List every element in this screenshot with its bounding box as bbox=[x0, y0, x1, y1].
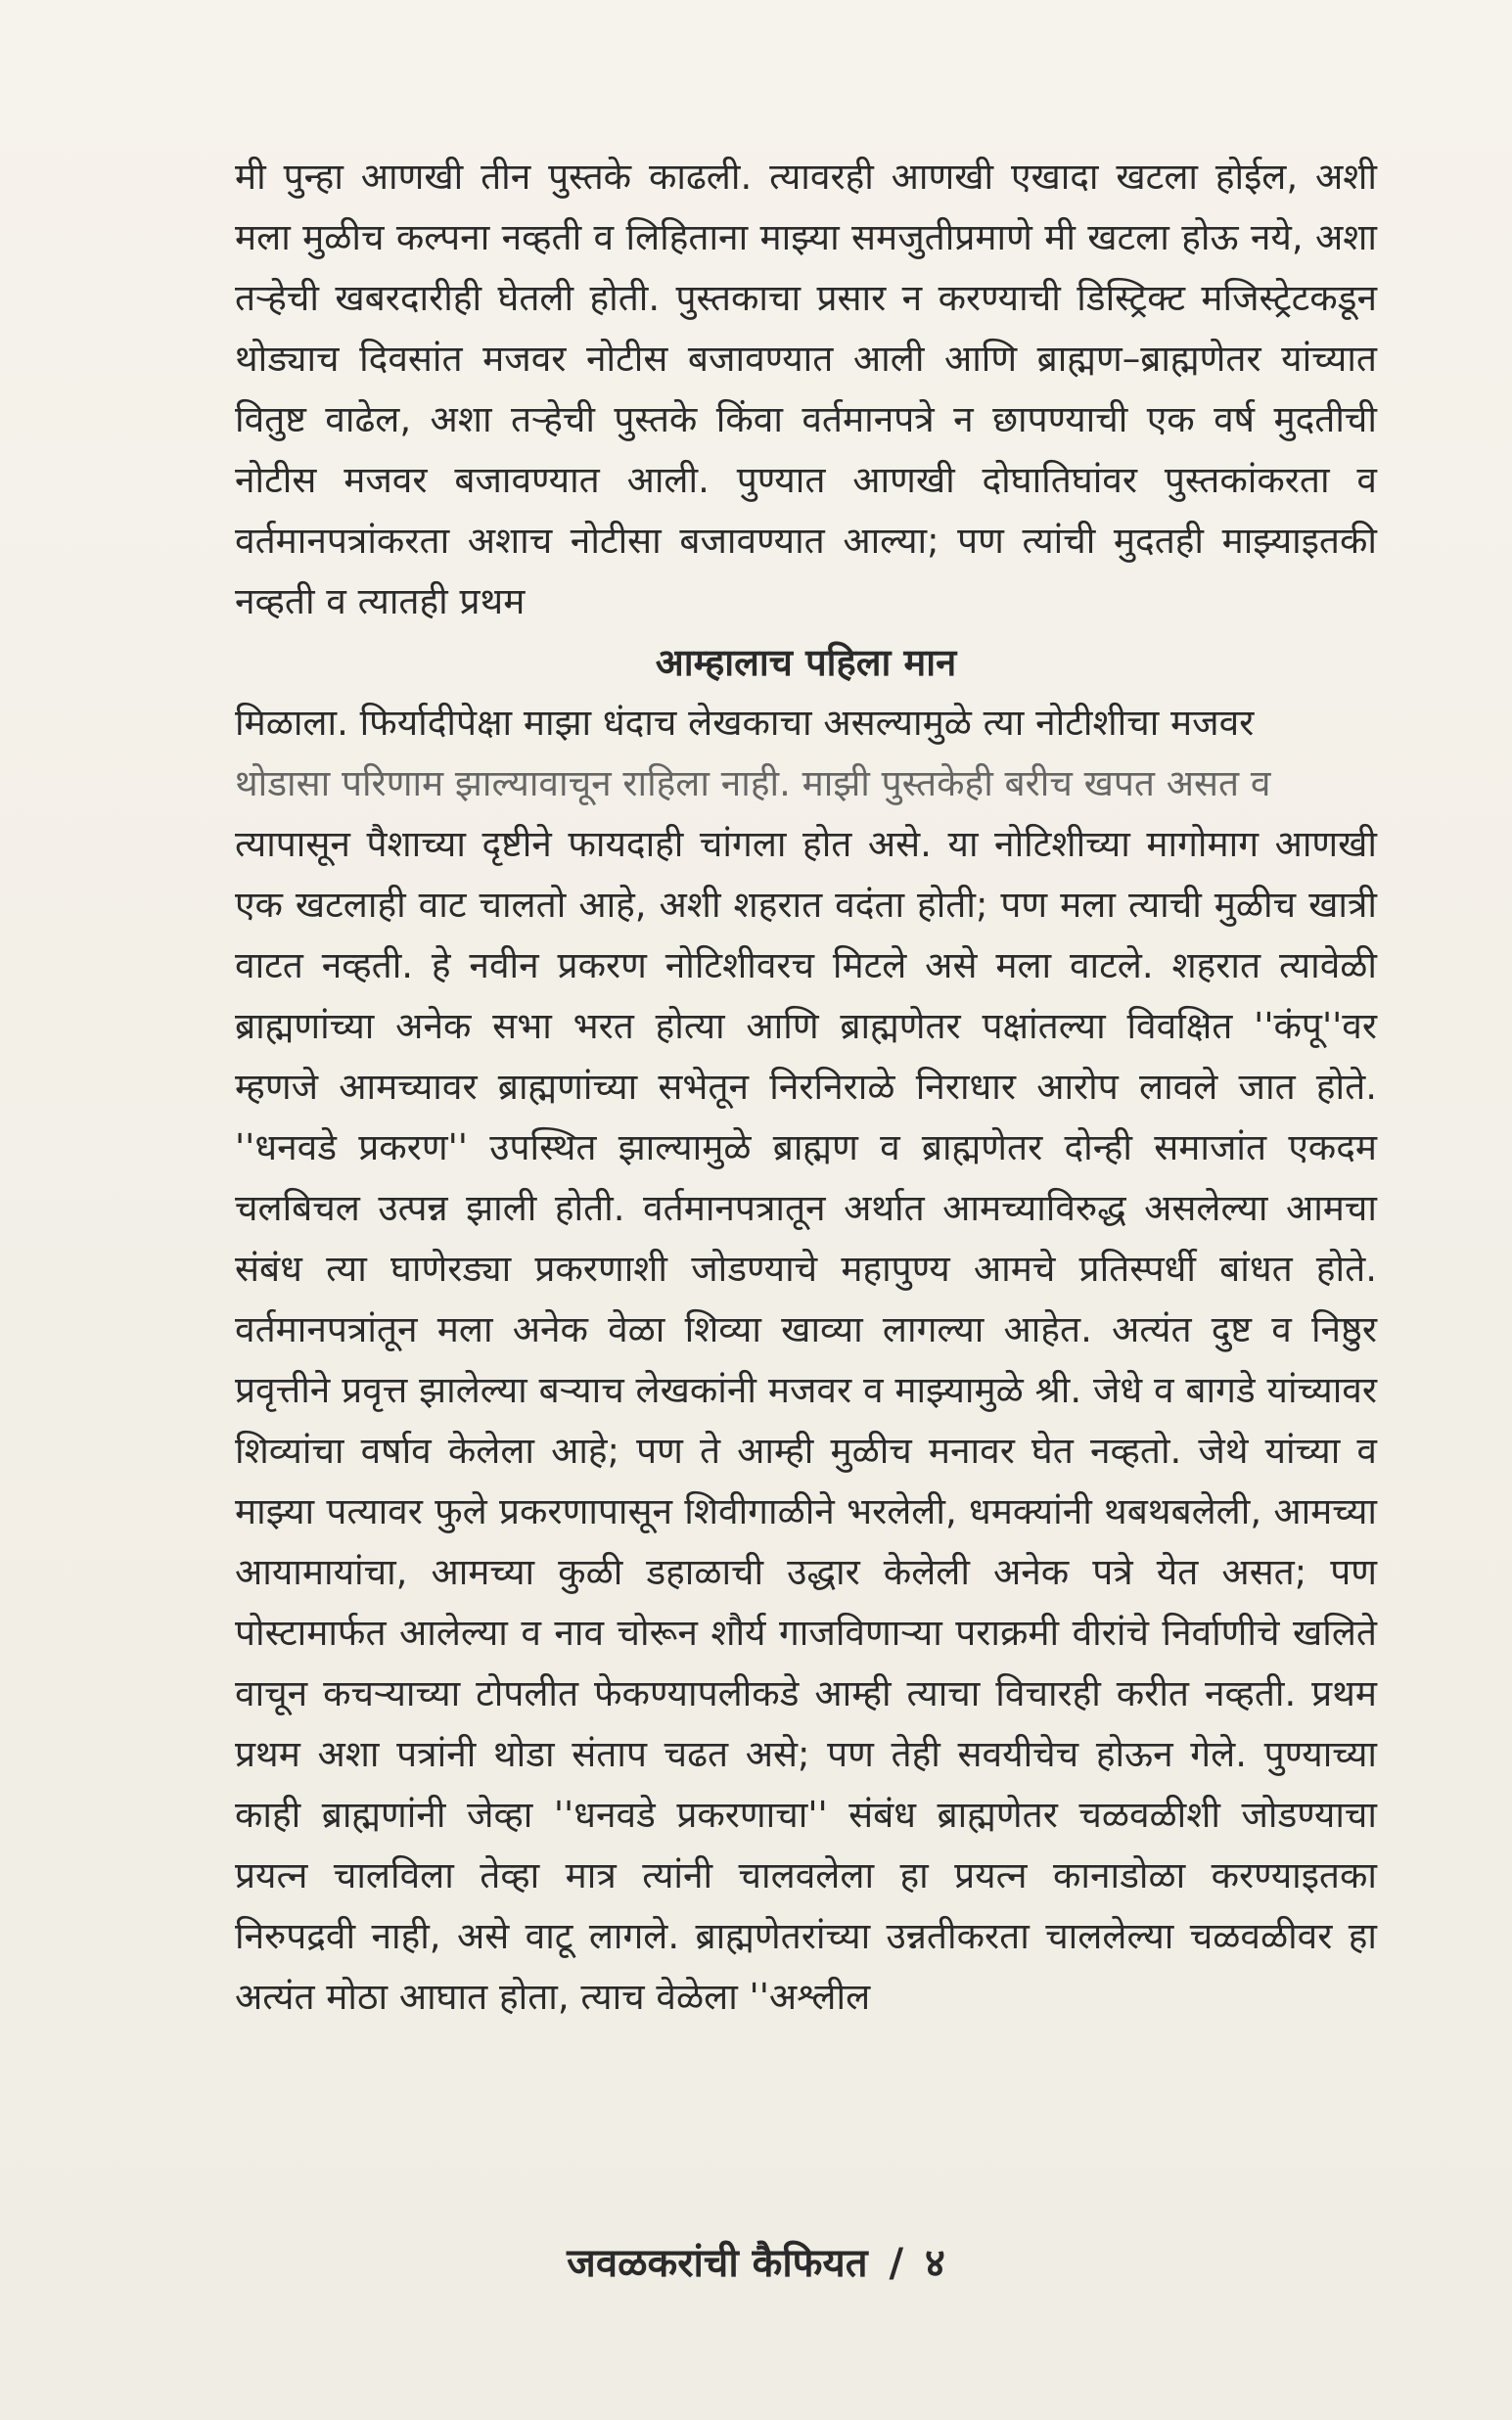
paragraph-1: मी पुन्हा आणखी तीन पुस्तके काढली. त्यावरही आणखी एखादा खटला होईल, अशी मला मुळीच कल्पना नव्हती व लिहिताना माझ्या समजुतीप्रमाणे मी खटला होऊ नये, अशा तऱ्हेची खबरदारीही घेतली होती. पुस्तकाचा प्रसार न करण्याची डिस्ट्रिक्ट मजिस्ट्रेटकडून थोड्याच दिवसांत मजवर नोटीस बजावण्यात आली आणि ब्राह्मण–ब्राह्मणेतर यांच्यात वितुष्ट वाढेल, अशा तऱ्हेची पुस्तके किंवा वर्तमानपत्रे न छापण्याची एक वर्ष मुदतीची नोटीस मजवर बजावण्यात आली. पुण्यात आणखी दोघातिघांवर पुस्तकांकरता व वर्तमानपत्रांकरता अशाच नोटीसा बजावण्यात आल्या; पण त्यांची मुदतही माझ्याइतकी नव्हती व त्यातही प्रथम bbox=[235, 156, 1377, 622]
footer-separator: / bbox=[889, 2241, 904, 2286]
paragraph-2c: त्यापासून पैशाच्या दृष्टीने फायदाही चांगला होत असे. या नोटिशीच्या मागोमाग आणखी एक खटलाही वाट चालतो आहे, अशी शहरात वदंता होती; पण मला त्याची मुळीच खात्री वाटत नव्हती. हे नवीन प्रकरण नोटिशीवरच मिटले असे मला वाटले. शहरात त्यावेळी ब्राह्मणांच्या अनेक सभा भरत होत्या आणि ब्राह्मणेतर पक्षांतल्या विवक्षित ''कंपू''वर म्हणजे आमच्यावर ब्राह्मणांच्या सभेतून निरनिराळे निराधार आरोप लावले जात होते. ''धनवडे प्रकरण'' उपस्थित झाल्यामुळे ब्राह्मण व ब्राह्मणेतर दोन्ही समाजांत एकदम चलबिचल उत्पन्न झाली होती. वर्तमानपत्रातून अर्थात आमच्याविरुद्ध असलेल्या आमचा संबंध त्या घाणेरड्या प्रकरणाशी जोडण्याचे महापुण्य आमचे प्रतिस्पर्धी बांधत होते. वर्तमानपत्रांतून मला अनेक वेळा शिव्या खाव्या लागल्या आहेत. अत्यंत दुष्ट व निष्ठुर प्रवृत्तीने प्रवृत्त झालेल्या बऱ्याच लेखकांनी मजवर व माझ्यामुळे श्री. जेधे व बागडे यांच्यावर शिव्यांचा वर्षाव केलेला आहे; पण ते आम्ही मुळीच मनावर घेत नव्हतो. जेथे यांच्या व माझ्या पत्यावर फुले प्रकरणापासून शिवीगाळीने भरलेली, धमक्यांनी थबथबलेली, आमच्या आयामायांचा, आमच्या कुळी डहाळाची उद्धार केलेली अनेक पत्रे येत असत; पण पोस्टामार्फत आलेल्या व नाव चोरून शौर्य गाजविणाऱ्या पराक्रमी वीरांचे निर्वाणीचे खलिते वाचून कचऱ्याच्या टोपलीत फेकण्यापलीकडे आम्ही त्याचा विचारही करीत नव्हती. प्रथम प्रथम अशा पत्रांनी थोडा संताप चढत असे; पण तेही सवयीचेच होऊन गेले. पुण्याच्या काही ब्राह्मणांनी जेव्हा ''धनवडे प्रकरणाचा'' संबंध ब्राह्मणेतर चळवळीशी जोडण्याचा प्रयत्न चालविला तेव्हा मात्र त्यांनी चालवलेला हा प्रयत्न कानाडोळा करण्याइतका निरुपद्रवी नाही, असे वाटू लागले. ब्राह्मणेतरांच्या उन्नतीकरता चाललेल्या चळवळीवर हा अत्यंत मोठा आघात होता, त्याच वेळेला ''अश्लील bbox=[235, 823, 1377, 2018]
body-text bbox=[235, 147, 1377, 2028]
page-number: ४ bbox=[925, 2241, 945, 2286]
paragraph-2b: थोडासा परिणाम झाल्यावाचून राहिला नाही. माझी पुस्तकेही बरीच खपत असत व bbox=[235, 762, 1271, 804]
page-footer bbox=[0, 2239, 1512, 2288]
section-heading: आम्हालाच पहिला मान bbox=[655, 641, 957, 684]
book-title: जवळकरांची कैफियत bbox=[567, 2241, 868, 2286]
paragraph-2a: मिळाला. फिर्यादीपेक्षा माझा धंदाच लेखकाचा असल्यामुळे त्या नोटीशीचा मजवर bbox=[235, 702, 1255, 744]
